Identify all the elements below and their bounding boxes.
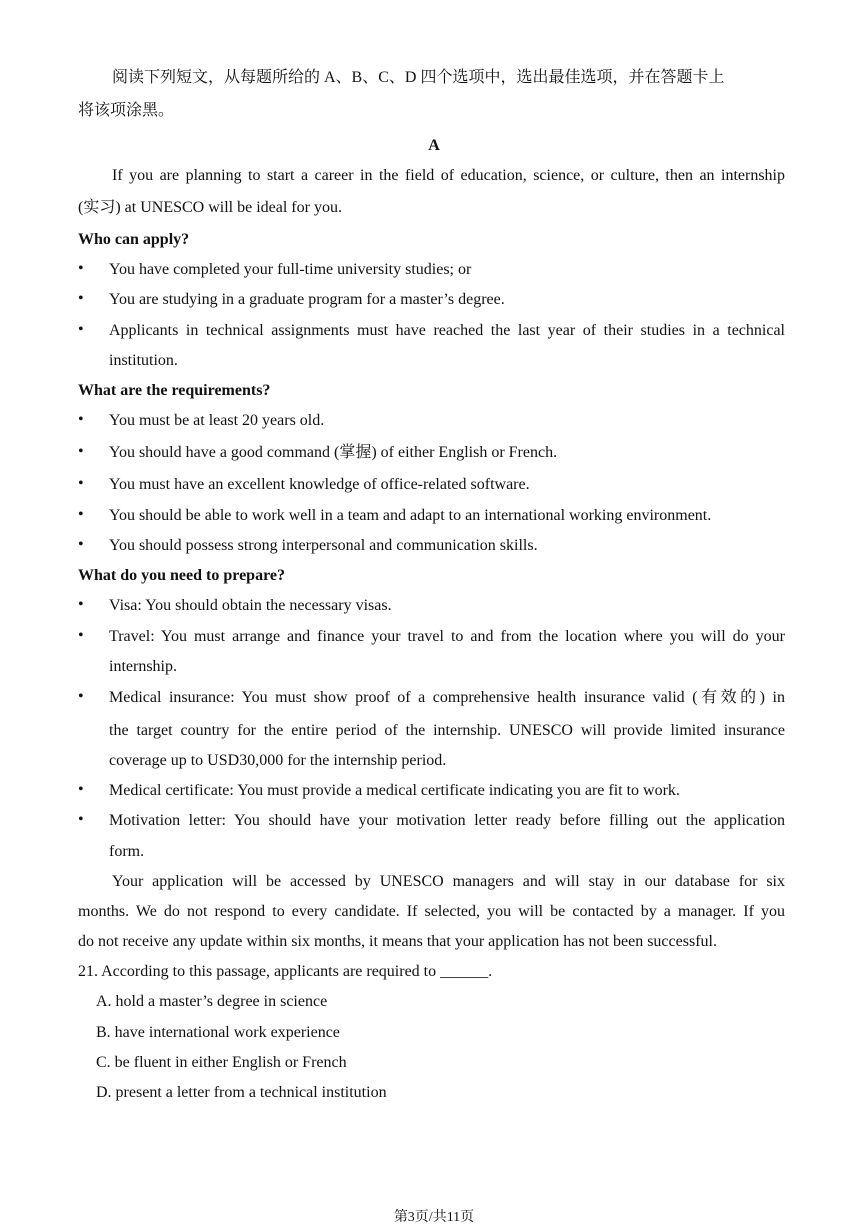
prep-bullet-2-line-2: internship. — [109, 658, 177, 675]
intro-line-2: (实习) at UNESCO will be ideal for you. — [78, 199, 342, 216]
bullet-icon: • — [78, 627, 84, 644]
option-c: C. be fluent in either English or French — [96, 1054, 347, 1071]
passage-label: A — [428, 137, 440, 154]
bullet-icon: • — [78, 443, 84, 460]
prep-bullet-3-line-3: coverage up to USD30,000 for the internship period. — [109, 752, 447, 769]
bullet-icon: • — [78, 688, 84, 705]
prep-bullet-3-line-2: the target country for the entire period of the internship. UNESCO will provide limited insurance — [109, 722, 785, 739]
closing-line-3: do not receive any update within six months, it means that your application has not been successful. — [78, 933, 717, 950]
heading-who-can-apply: Who can apply? — [78, 231, 190, 248]
bullet-icon: • — [78, 321, 84, 338]
bullet-icon: • — [78, 475, 84, 492]
bullet-icon: • — [78, 596, 84, 613]
bullet-icon: • — [78, 506, 84, 523]
req-bullet-4: You should be able to work well in a team and adapt to an international working environment. — [109, 507, 712, 524]
question-stem: 21. According to this passage, applicants are required to ______. — [78, 963, 493, 980]
who-bullet-3-line-1: Applicants in technical assignments must have reached the last year of their studies in a technical — [109, 322, 785, 339]
heading-prepare: What do you need to prepare? — [78, 567, 285, 584]
who-bullet-1: You have completed your full-time university studies; or — [109, 261, 472, 278]
option-a: A. hold a master’s degree in science — [96, 993, 328, 1010]
prep-bullet-5-line-2: form. — [109, 843, 145, 860]
bullet-icon: • — [78, 781, 84, 798]
bullet-icon: • — [78, 536, 84, 553]
option-b: B. have international work experience — [96, 1024, 340, 1041]
prep-bullet-4: Medical certificate: You must provide a medical certificate indicating you are fit to work. — [109, 782, 680, 799]
bullet-icon: • — [78, 811, 84, 828]
req-bullet-1: You must be at least 20 years old. — [109, 412, 325, 429]
who-bullet-2: You are studying in a graduate program for a master’s degree. — [109, 291, 505, 308]
prep-bullet-3-line-1: Medical insurance: You must show proof of a comprehensive health insurance valid (有效的) in — [109, 689, 785, 706]
closing-line-1: Your application will be accessed by UNESCO managers and will stay in our database for six — [112, 873, 785, 890]
prep-bullet-2-line-1: Travel: You must arrange and finance your travel to and from the location where you will do your — [109, 628, 785, 645]
instructions-line-2: 将该项涂黑。 — [78, 102, 175, 119]
who-bullet-3-line-2: institution. — [109, 352, 178, 369]
bullet-icon: • — [78, 260, 84, 277]
bullet-icon: • — [78, 290, 84, 307]
req-bullet-2: You should have a good command (掌握) of either English or French. — [109, 444, 558, 461]
intro-line-1: If you are planning to start a career in the field of education, science, or culture, then an internship — [112, 167, 785, 184]
page-number: 第3页/共11页 — [393, 1210, 475, 1225]
prep-bullet-5-line-1: Motivation letter: You should have your motivation letter ready before filling out the application — [109, 812, 785, 829]
instructions-line-1: 阅读下列短文，从每题所给的 A、B、C、D 四个选项中，选出最佳选项，并在答题卡上 — [112, 69, 725, 86]
option-d: D. present a letter from a technical institution — [96, 1084, 387, 1101]
req-bullet-3: You must have an excellent knowledge of office-related software. — [109, 476, 530, 493]
heading-requirements: What are the requirements? — [78, 382, 271, 399]
closing-line-2: months. We do not respond to every candidate. If selected, you will be contacted by a manager. If you — [78, 903, 785, 920]
req-bullet-5: You should possess strong interpersonal and communication skills. — [109, 537, 538, 554]
prep-bullet-1: Visa: You should obtain the necessary visas. — [109, 597, 392, 614]
bullet-icon: • — [78, 411, 84, 428]
